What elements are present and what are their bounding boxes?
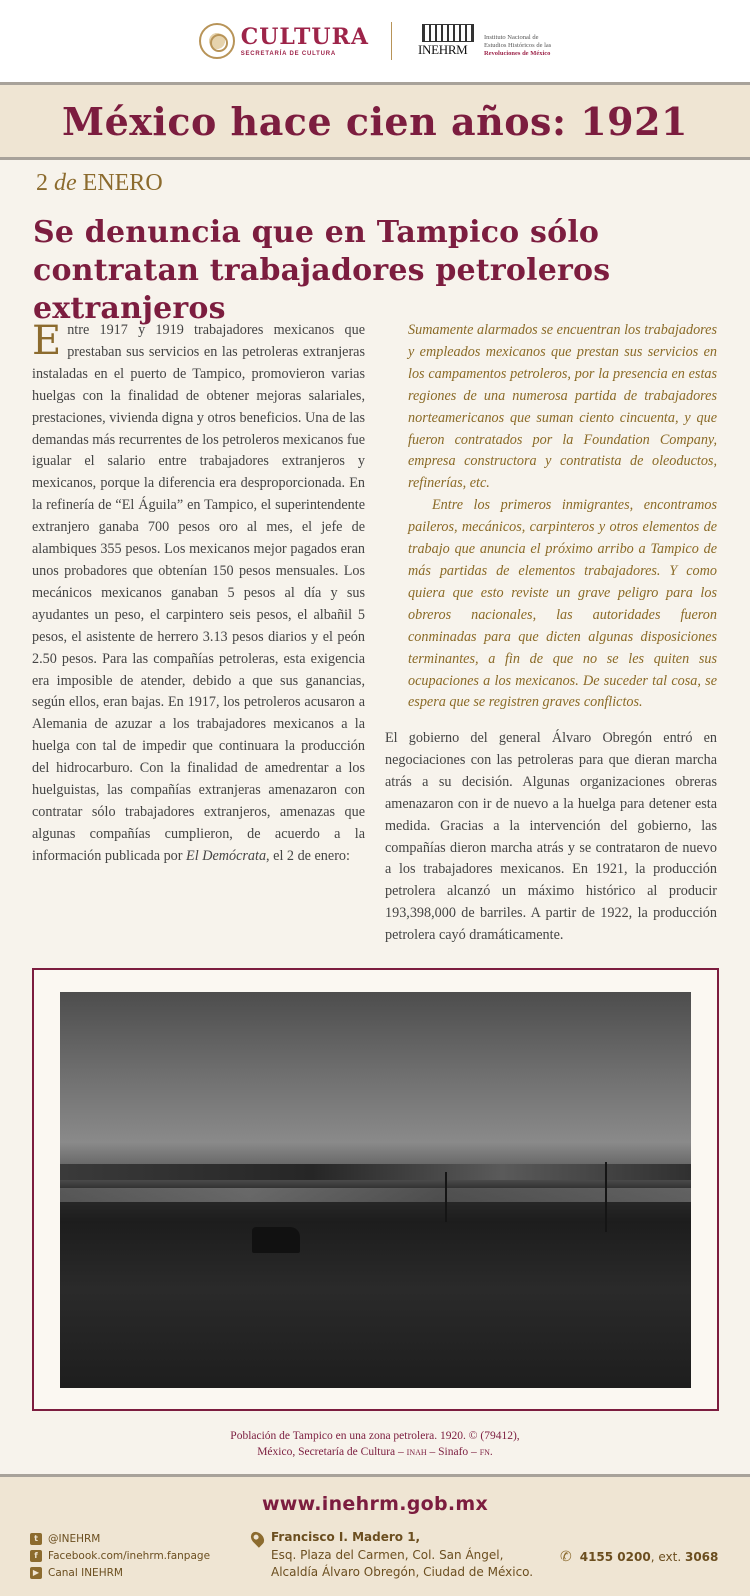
phone[interactable] [560, 1549, 718, 1565]
building-icon [422, 24, 474, 42]
inehrm-desc-line: Instituto Nacional de [483, 34, 539, 41]
social-label: Canal INEHRM [48, 1566, 123, 1579]
photo-pole [605, 1162, 607, 1232]
date-line [36, 170, 163, 197]
photo-vehicle [252, 1227, 300, 1253]
page-title: México hace cien años: 1921 [62, 98, 688, 144]
address-line-3: Alcaldía Álvaro Obregón, Ciudad de México. [271, 1565, 534, 1579]
cultura-logo [199, 23, 369, 59]
date-month: ENERO [82, 170, 163, 196]
inehrm-desc-line: Revoluciones de México [483, 50, 551, 57]
caption-text: . [489, 1446, 493, 1458]
caption-fn: fn [479, 1446, 490, 1458]
inehrm-desc-line: Estudios Históricos de las [483, 42, 552, 49]
article-title: Se denuncia que en Tampico sólo contratan trabajadores petroleros extranjeros [33, 215, 611, 326]
inehrm-logo [418, 24, 551, 58]
youtube-icon: ▶ [30, 1567, 42, 1579]
cultura-wordmark: CULTURA [240, 23, 369, 50]
location-pin-icon [248, 1529, 266, 1547]
top-bar [0, 0, 750, 82]
right-column [385, 728, 717, 947]
caption-inah: inah [406, 1446, 427, 1458]
caption-text: – Sinafo – [426, 1446, 480, 1458]
inehrm-description [484, 34, 551, 58]
twitter-icon: t [30, 1533, 42, 1545]
photo-caption [0, 1428, 750, 1460]
photo-water [60, 1188, 691, 1202]
date-de: de [54, 170, 77, 196]
facebook-icon: f [30, 1550, 42, 1562]
caption-line-2 [0, 1444, 750, 1460]
date-day: 2 [36, 170, 48, 196]
quote-paragraph: Entre los primeros inmigrantes, encontramos paileros, mecánicos, carpinteros y otros elementos de trabajo que anuncia el próximo arribo a Tampico de más partidas de elementos trabajadores. Y como quiera que esto reviste un grave peligro para los obreros nacionales, las autoridades fueron conminadas para que dicten algunas disposiciones terminantes, a fin de que no se les quiten sus ocupaciones a los mexicanos. De suceder tal cosa, se espera que se registren graves conflictos. [408, 497, 717, 711]
social-facebook[interactable] [30, 1547, 210, 1564]
phone-ext: 3068 [684, 1550, 719, 1564]
address-line-2: Esq. Plaza del Carmen, Col. San Ángel, [271, 1547, 504, 1562]
caption-text: México, Secretaría de Cultura – [257, 1446, 407, 1458]
photo-frame [32, 968, 719, 1411]
quote-block [408, 320, 717, 714]
title-band [0, 82, 750, 160]
source-publication: El Demócrata [186, 847, 267, 864]
national-seal-icon [199, 23, 235, 59]
phone-icon: ✆ [560, 1549, 572, 1565]
right-column-text: El gobierno del general Álvaro Obregón entró en negociaciones con las petroleras para que dieran marcha atrás a su decisión. Algunas organizaciones obreras amenazaron con ir de nuevo a la huelga para detener esta medida. Gracias a la intervención del gobierno, las compañías dieron marcha atrás y se contrataron de nuevo a los trabajadores mexicanos. En 1921, la producción petrolera alcanzó un máximo histórico al producir 193,398,000 de barriles. A partir de 1922, la producción petrolera cayó dramáticamente. [385, 730, 717, 944]
photo-pole [445, 1172, 447, 1222]
photo-shoreline [60, 1164, 691, 1180]
social-twitter[interactable] [30, 1530, 210, 1547]
left-column-text-end: , el 2 de enero: [266, 847, 350, 864]
header-divider [391, 22, 392, 60]
phone-number: 4155 0200 [579, 1550, 651, 1564]
left-column-text: ntre 1917 y 1919 trabajadores mexicanos que prestaban sus servicios en las petroleras extranjeras instaladas en el puerto de Tampico, promovieron varias huelgas con la finalidad de obtener mejoras salariales, prestaciones, vivienda digna y otros beneficios. Una de las demandas más recurrentes de los petroleros mexicanos fue igualar el salario entre trabajadores extranjeros y mexicanos, porque la diferencia era desproporcionada. En la refinería de “El Águila” en Tampico, el superintendente extranjero ganaba 700 pesos oro al mes, el jefe de alambiques 355 pesos. Los mexicanos mejor pagados eran unos probadores que obtenían 150 pesos mensuales. Los mecánicos mexicanos ganaban 5 pesos al día y sus ayudantes un peso, el carpintero seis pesos, el albañil 5 pesos, el asistente de herrero 3.13 pesos diarios y el peón 2.50 pesos. Para las compañías petroleras, esta exigencia era imposible de atender, debido a que sus ganancias, según ellos, eran bajas. En 1917, los petroleros acusaron a Alemania de azuzar a los trabajadores mexicanos a la huelga con tal de impedir que continuara la producción del hidrocarburo. Con la finalidad de amedrentar a los huelguistas, las compañías extranjeras amenazaron con contratar sólo trabajadores extranjeros, amenazas que algunas compañías cumplieron, de acuerdo a la información publicada por [32, 322, 365, 864]
address-line-1: Francisco I. Madero 1, [271, 1530, 421, 1544]
social-youtube[interactable] [30, 1564, 210, 1581]
left-column [32, 320, 365, 868]
dropcap: E [32, 318, 62, 364]
historic-photo [60, 992, 691, 1388]
caption-line-1: Población de Tampico en una zona petrolera. 1920. © (79412), [230, 1430, 520, 1442]
cultura-subtitle: SECRETARÍA DE CULTURA [240, 50, 337, 57]
website-link[interactable]: www.inehrm.gob.mx [261, 1493, 489, 1515]
phone-ext-label: , ext. [650, 1550, 682, 1564]
address [252, 1529, 533, 1582]
inehrm-wordmark: INEHRM [417, 42, 468, 57]
quote-paragraph: Sumamente alarmados se encuentran los trabajadores y empleados mexicanos que prestan sus servicios en los campamentos petroleros, por la presencia en estas regiones de una numerosa partida de trabajadores norteamericanos que suman ciento cincuenta, y que fueron contratados por la Foundation Company, empresa constructora y contratista de oleoductos, refinerías, etc. [408, 322, 717, 492]
social-label: Facebook.com/inehrm.fanpage [48, 1549, 211, 1562]
social-links [30, 1530, 210, 1581]
footer [0, 1474, 750, 1596]
social-label: @INEHRM [48, 1532, 101, 1545]
